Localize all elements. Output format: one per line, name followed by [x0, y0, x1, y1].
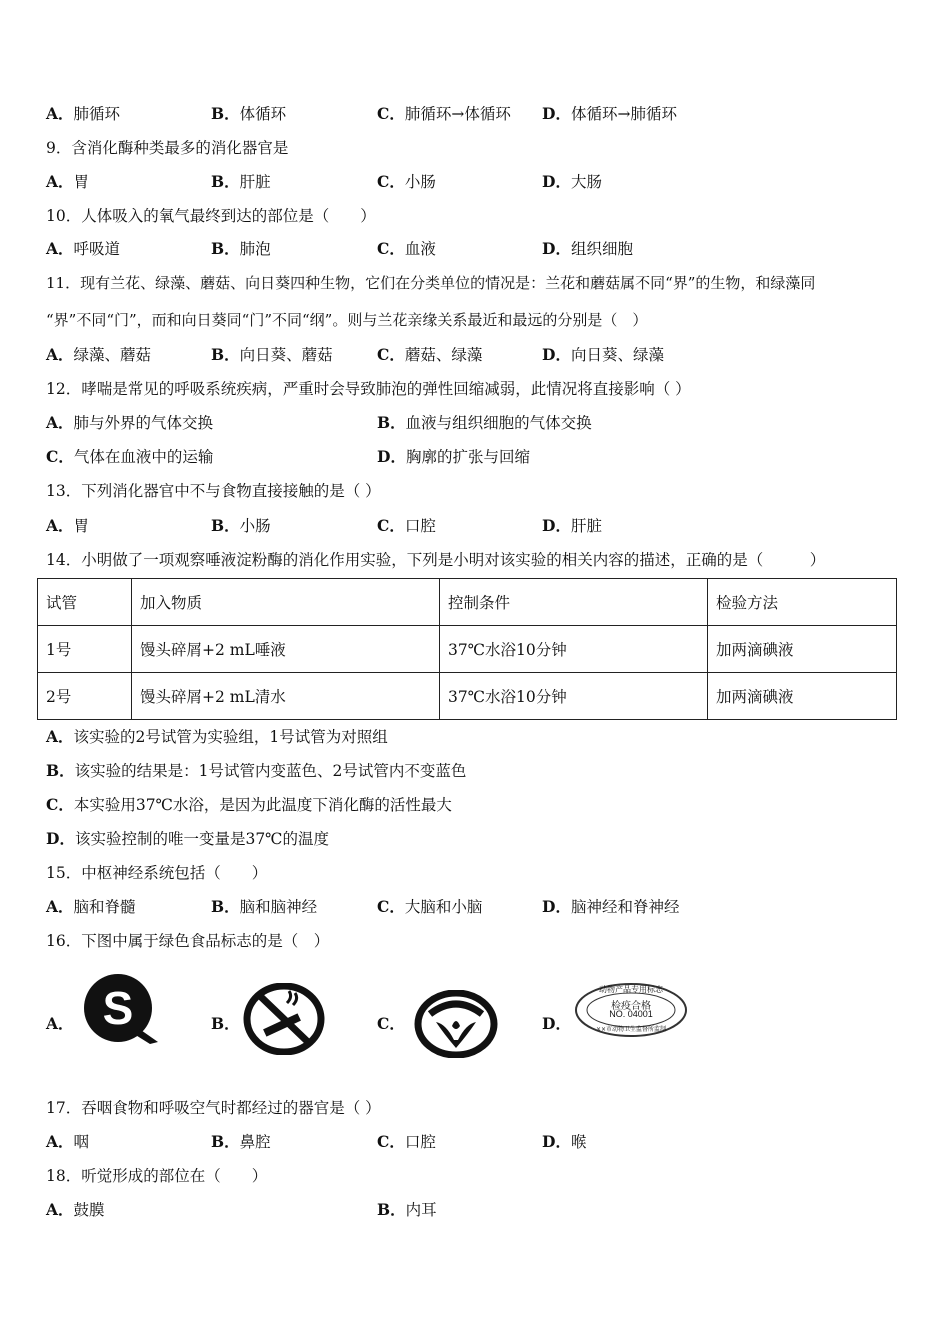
q12-stem: 12．哮喘是常见的呼吸系统疾病，严重时会导致肺泡的弹性回缩减弱，此情况将直接影响（ ） — [46, 380, 691, 398]
q18-option-a: A．鼓膜 — [46, 1200, 105, 1219]
table-cell: 37℃水浴10分钟 — [440, 626, 708, 673]
q10-option-c: C．血液 — [377, 239, 436, 258]
q9-option-d: D．大肠 — [542, 172, 602, 191]
q8-option-c: C．肺循环→体循环 — [377, 104, 511, 123]
q17-option-a: A．咽 — [46, 1132, 90, 1151]
q16-option-b-letter: B． — [211, 1014, 240, 1033]
table-cell: 馒头碎屑+2 mL清水 — [132, 673, 440, 720]
q13-option-c: C．口腔 — [377, 516, 436, 535]
q9-option-a: A．胃 — [46, 172, 90, 191]
stamp-middle-text: 检疫合格 — [611, 1001, 651, 1012]
stamp-top-text: 动物产品专用标志 — [599, 985, 663, 994]
q12-option-b: B．血液与组织细胞的气体交换 — [377, 413, 592, 432]
table-cell: 1号 — [38, 626, 132, 673]
q16-option-d-letter: D． — [542, 1014, 571, 1033]
q8-option-b: B．体循环 — [211, 104, 287, 123]
q9-stem: 9．含消化酶种类最多的消化器官是 — [46, 139, 289, 157]
q14-option-c: C．本实验用37℃水浴，是因为此温度下消化酶的活性最大 — [46, 795, 452, 814]
q15-option-a: A．脑和脊髓 — [46, 897, 136, 916]
table-header-cell: 试管 — [38, 579, 132, 626]
q17-stem: 17．吞咽食物和呼吸空气时都经过的器官是（ ） — [46, 1099, 381, 1117]
qs-s-logo-icon — [80, 972, 162, 1046]
table-header-row — [38, 579, 897, 626]
q11-stem-line1: 11．现有兰花、绿藻、蘑菇、向日葵四种生物，它们在分类单位的情况是：兰花和蘑菇属不同“界”的生物，和绿藻同 — [46, 274, 816, 292]
q12-option-d: D．胸廓的扩张与回缩 — [377, 447, 530, 466]
q10-stem: 10．人体吸入的氧气最终到达的部位是（ ） — [46, 207, 376, 225]
q9-option-c: C．小肠 — [377, 172, 436, 191]
q8-option-a: A．肺循环 — [46, 104, 121, 123]
q14-option-b: B．该实验的结果是：1号试管内变蓝色、2号试管内不变蓝色 — [46, 761, 467, 780]
q14-stem: 14．小明做了一项观察唾液淀粉酶的消化作用实验，下列是小明对该实验的相关内容的描述，正确的是（ ） — [46, 551, 826, 569]
table-row — [38, 673, 897, 720]
q15-option-d: D．脑神经和脊神经 — [542, 897, 680, 916]
q17-option-b: B．鼻腔 — [211, 1132, 271, 1151]
svg-text:S: S — [102, 982, 134, 1034]
q15-option-b: B．脑和脑神经 — [211, 897, 318, 916]
q15-option-c: C．大脑和小脑 — [377, 897, 483, 916]
green-food-logo-icon — [414, 990, 498, 1058]
table-cell: 37℃水浴10分钟 — [440, 673, 708, 720]
q13-option-d: D．肝脏 — [542, 516, 602, 535]
q10-option-d: D．组织细胞 — [542, 239, 633, 258]
table-header-cell: 控制条件 — [440, 579, 708, 626]
table-row — [38, 626, 897, 673]
experiment-table — [37, 578, 897, 720]
q14-option-d: D．该实验控制的唯一变量是37℃的温度 — [46, 829, 330, 848]
table-header-cell: 检验方法 — [708, 579, 897, 626]
q9-option-b: B．肝脏 — [211, 172, 271, 191]
q10-option-b: B．肺泡 — [211, 239, 271, 258]
q11-option-d: D．向日葵、绿藻 — [542, 345, 664, 364]
quarantine-stamp-icon — [574, 982, 688, 1038]
q12-option-c: C．气体在血液中的运输 — [46, 447, 214, 466]
q8-option-d: D．体循环→肺循环 — [542, 104, 677, 123]
q17-option-c: C．口腔 — [377, 1132, 436, 1151]
q13-option-a: A．胃 — [46, 516, 90, 535]
q18-option-b: B．内耳 — [377, 1200, 437, 1219]
q13-stem: 13．下列消化器官中不与食物直接接触的是（ ） — [46, 482, 381, 500]
table-cell: 加两滴碘液 — [708, 673, 897, 720]
q17-option-d: D．喉 — [542, 1132, 587, 1151]
no-smoking-logo-icon — [243, 983, 325, 1055]
q12-option-a: A．肺与外界的气体交换 — [46, 413, 214, 432]
q16-option-a-letter: A． — [46, 1014, 74, 1033]
table-cell: 2号 — [38, 673, 132, 720]
q13-option-b: B．小肠 — [211, 516, 271, 535]
q11-option-a: A．绿藻、蘑菇 — [46, 345, 152, 364]
table-cell: 加两滴碘液 — [708, 626, 897, 673]
table-cell: 馒头碎屑+2 mL唾液 — [132, 626, 440, 673]
q18-stem: 18．听觉形成的部位在（ ） — [46, 1167, 268, 1185]
q11-option-c: C．蘑菇、绿藻 — [377, 345, 483, 364]
q14-option-a: A．该实验的2号试管为实验组，1号试管为对照组 — [46, 727, 388, 746]
q16-stem: 16．下图中属于绿色食品标志的是（ ） — [46, 932, 330, 950]
q10-option-a: A．呼吸道 — [46, 239, 121, 258]
q11-stem-line2: “界”不同“门”，而和向日葵同“门”不同“纲”。则与兰花亲缘关系最近和最远的分别是（ ） — [46, 311, 648, 329]
q11-option-b: B．向日葵、蘑菇 — [211, 345, 333, 364]
q15-stem: 15．中枢神经系统包括（ ） — [46, 864, 268, 882]
stamp-bottom-text: ××市动物卫生监督所监制 — [595, 1026, 667, 1033]
q16-option-c-letter: C． — [377, 1014, 405, 1033]
stamp-number: NO. 04001 — [609, 1009, 653, 1019]
table-header-cell: 加入物质 — [132, 579, 440, 626]
